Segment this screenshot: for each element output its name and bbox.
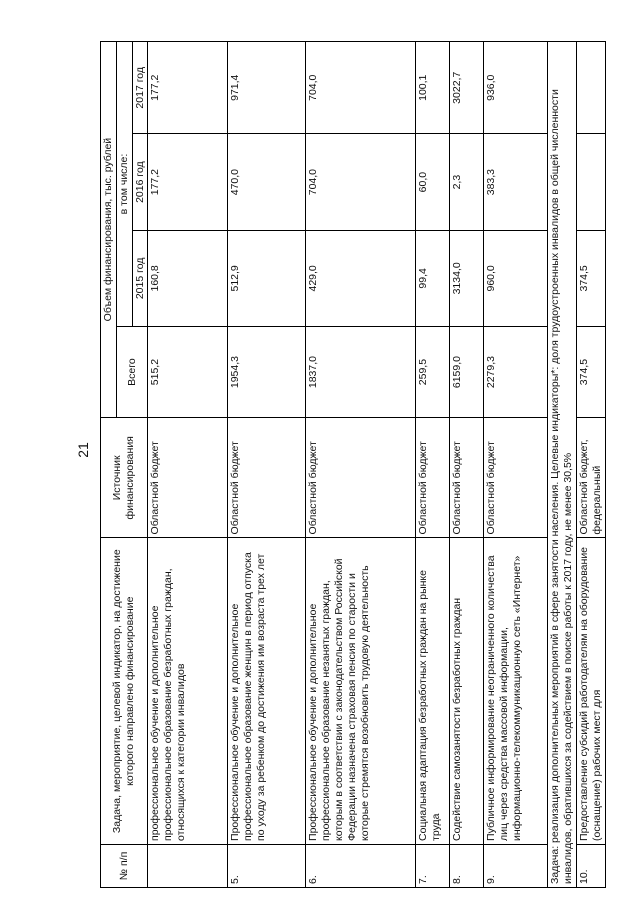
row-2016: 704,0: [306, 134, 416, 230]
row-total: 1837,0: [306, 326, 416, 417]
table-row: [306, 42, 416, 888]
row-total: 6159,0: [450, 326, 484, 417]
row-total: 1954,3: [228, 326, 306, 417]
row-2017: 971,4: [228, 42, 306, 134]
row-source: Областной бюджет: [484, 418, 548, 538]
row-2017: 3022,7: [450, 42, 484, 134]
row-task: Социальная адаптация безработных граждан на рынке труда: [416, 538, 450, 844]
row-2015: 960,0: [484, 230, 548, 326]
row-2016: 470,0: [228, 134, 306, 230]
row-source: Областной бюджет: [306, 418, 416, 538]
row-total: 374,5: [576, 326, 605, 417]
row-total: 2279,3: [484, 326, 548, 417]
header-num: № п/п: [101, 844, 148, 887]
row-2016: 177,2: [148, 134, 228, 230]
table-row: [228, 42, 306, 888]
row-source: Областной бюджет: [416, 418, 450, 538]
row-task: профессиональное обучение и дополнительное профессиональное образование безработных граждан, относящихся к категории инвалидов: [148, 538, 228, 844]
row-source: Областной бюджет: [450, 418, 484, 538]
table-row: [576, 42, 605, 888]
row-2015: 512,9: [228, 230, 306, 326]
financing-table: [100, 41, 606, 888]
header-2015: 2015 год: [132, 230, 148, 326]
row-num: 6.: [306, 844, 416, 887]
row-2017: 936,0: [484, 42, 548, 134]
row-2016: [576, 134, 605, 230]
row-2015: 3134,0: [450, 230, 484, 326]
task-text: Задача: реализация дополнительных мероприятий в сфере занятости населения. Целевые индикаторы*: доля трудоустроенных инвалидов в общей численности инвалидов, обратившихся за содействием в поиске работы к 2017 году, не менее 30,5%: [548, 42, 577, 888]
row-num: 8.: [450, 844, 484, 887]
header-volume: Объем финансирования, тыс. рублей: [101, 42, 117, 418]
page-number: 21: [75, 442, 91, 458]
row-num: 5.: [228, 844, 306, 887]
row-num: [148, 844, 228, 887]
table-row: [148, 42, 228, 888]
header-2016: 2016 год: [132, 134, 148, 230]
header-task: Задача, мероприятие, целевой индикатор, на достижение которого направлено финансирование: [101, 538, 148, 844]
row-2017: 704,0: [306, 42, 416, 134]
row-2016: 383,3: [484, 134, 548, 230]
row-2016: 60,0: [416, 134, 450, 230]
row-task: Публичное информирование неограниченного количества лиц через средства массовой информации, информационно-телекоммуникационную сеть «Интернет»: [484, 538, 548, 844]
row-num: 7.: [416, 844, 450, 887]
row-task: Содействие самозанятости безработных граждан: [450, 538, 484, 844]
row-total: 515,2: [148, 326, 228, 417]
table-row: [484, 42, 548, 888]
header-2017: 2017 год: [132, 42, 148, 134]
row-2015: 429,0: [306, 230, 416, 326]
row-total: 259,5: [416, 326, 450, 417]
rotated-document: [100, 41, 603, 888]
row-source: Областной бюджет, федеральный: [576, 418, 605, 538]
row-2017: 100,1: [416, 42, 450, 134]
row-task: Профессиональное обучение и дополнительное профессиональное образование незанятых граждан, которым в соответствии с законодательством Российской Федерации назначена страховая пенсия по старости и которые стремятся возобновить трудовую деятельность: [306, 538, 416, 844]
row-2017: [576, 42, 605, 134]
row-task: Предоставление субсидий работодателям на оборудование (оснащение) рабочих мест для: [576, 538, 605, 844]
row-2016: 2,3: [450, 134, 484, 230]
row-source: Областной бюджет: [228, 418, 306, 538]
row-task: Профессиональное обучение и дополнительное профессиональное образование женщин в период отпуска по уходу за ребенком до достижения им возраста трех лет: [228, 538, 306, 844]
header-source: Источник финансирования: [101, 418, 148, 538]
header-total: Всего: [116, 326, 148, 417]
row-num: 9.: [484, 844, 548, 887]
header-including: в том числе:: [116, 42, 132, 327]
table-row: [416, 42, 450, 888]
row-num: 10.: [576, 844, 605, 887]
row-2015: 99,4: [416, 230, 450, 326]
row-2017: 177,2: [148, 42, 228, 134]
task-row: [548, 42, 577, 888]
row-source: Областной бюджет: [148, 418, 228, 538]
row-2015: 374,5: [576, 230, 605, 326]
table-row: [450, 42, 484, 888]
header-row: [101, 42, 117, 888]
row-2015: 160,8: [148, 230, 228, 326]
